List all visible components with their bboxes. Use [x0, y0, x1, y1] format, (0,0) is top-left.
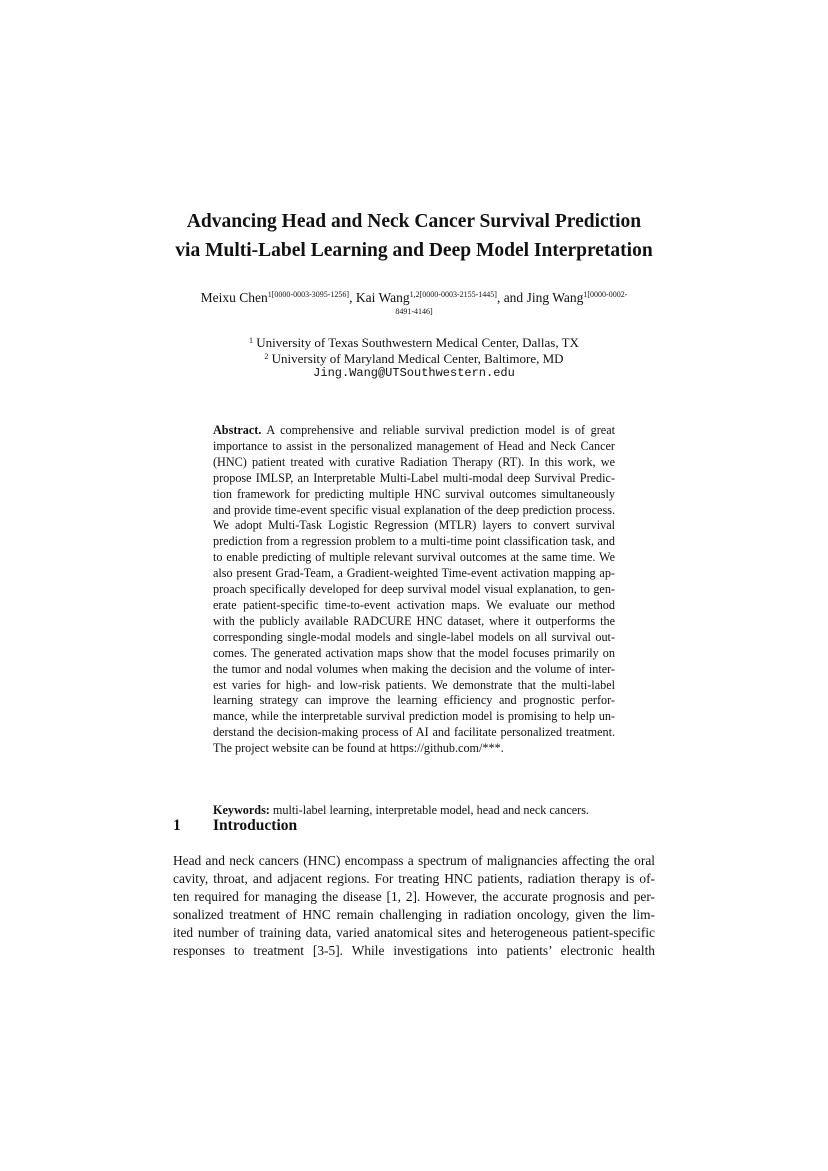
affiliation-mark: 2 [264, 351, 269, 361]
abstract-line: The project website can be found at https://github.com/***. [213, 741, 504, 756]
intro-line: Head and neck cancers (HNC) encompass a spectrum of malignancies affecting the oral [173, 853, 655, 868]
author-orcid: 1[0000-0003-3095-1256] [267, 290, 350, 299]
affiliation-text: University of Maryland Medical Center, Baltimore, MD [268, 350, 564, 366]
abstract-line: (HNC) patient treated with curative Radiation Therapy (RT). In this work, we [213, 454, 615, 469]
introduction-body [173, 852, 655, 961]
abstract-line: also present Grad-Team, a Gradient-weighted Time-event activation mapping ap- [213, 566, 615, 581]
section-heading-introduction [173, 816, 297, 836]
contact-email[interactable]: Jing.Wang@UTSouthwestern.edu [313, 366, 515, 380]
paper-title [120, 207, 708, 265]
intro-line: responses to treatment [3-5]. While investigations into patients’ electronic health [173, 943, 655, 959]
keywords-label: Keywords: [213, 803, 270, 817]
abstract-line: learning strategy can improve the learning efficiency and prognostic perfor- [213, 693, 615, 708]
author-orcid: 1,2[0000-0003-2155-1445] [409, 290, 497, 299]
abstract [213, 423, 615, 757]
affiliation-mark: 1 [249, 336, 254, 345]
section-number: 1 [173, 817, 181, 834]
affiliation-1 [150, 335, 678, 351]
abstract-line: Abstract. A comprehensive and reliable survival prediction model is of great [213, 423, 615, 437]
affiliation-2 [150, 351, 678, 367]
abstract-line: erate patient-specific time-to-event activation maps. We evaluate our method [213, 597, 615, 612]
title-line-1: Advancing Head and Neck Cancer Survival Prediction [186, 211, 642, 232]
intro-line: ited number of training data, varied anatomical sites and heterogeneous patient-specific [173, 925, 655, 941]
affiliations [150, 335, 678, 382]
abstract-line: the tumor and nodal volumes when making the decision and the volume of inter- [213, 661, 615, 676]
keywords-text: multi-label learning, interpretable model, head and neck cancers. [269, 803, 589, 817]
affiliation-text: University of Texas Southwestern Medical Center, Dallas, TX [253, 335, 579, 350]
author-name: Kai Wang [355, 290, 410, 305]
author-list [150, 289, 678, 317]
intro-line: sonalized treatment of HNC remain challenging in radiation oncology, given the lim- [173, 907, 655, 923]
author-name: Meixu Chen [200, 290, 268, 305]
abstract-line: proach specifically developed for deep survival model visual explanation, to gen- [213, 582, 615, 597]
abstract-line: importance to assist in the personalized management of Head and Neck Cancer [213, 438, 615, 453]
title-line-2: via Multi-Label Learning and Deep Model Interpretation [175, 240, 653, 261]
abstract-line: propose IMLSP, an Interpretable Multi-Label multi-modal deep Survival Predic- [213, 470, 615, 485]
abstract-line: to enable predicting of multiple relevant survival outcomes at the same time. We [213, 550, 615, 565]
abstract-line: prediction from a regression problem to a multi-time point classification task, and [213, 534, 615, 549]
author-separator: , and [496, 290, 527, 305]
abstract-line: tion framework for predicting multiple HNC survival outcomes simultaneously [213, 486, 615, 501]
abstract-line: and provide time-event specific visual explanation of the deep prediction process. [213, 502, 615, 517]
author-separator: , [349, 290, 356, 305]
author-name: Jing Wang [526, 290, 584, 305]
abstract-line: mance, while the interpretable survival prediction model is promising to help un- [213, 709, 615, 724]
section-title: Introduction [213, 817, 298, 834]
abstract-line: est varies for high- and low-risk patients. We demonstrate that the multi-label [213, 677, 615, 692]
abstract-line: We adopt Multi-Task Logistic Regression (MTLR) layers to convert survival [213, 518, 615, 533]
author-orcid-continuation: 8491-4146] [395, 307, 433, 316]
abstract-label: Abstract. [213, 423, 262, 437]
abstract-line: derstand the decision-making process of AI and facilitate personalized treatment. [213, 725, 615, 740]
abstract-line: with the publicly available RADCURE HNC dataset, where it outperforms the [213, 613, 615, 628]
abstract-line: corresponding single-modal models and single-label models on all survival out- [213, 629, 615, 644]
abstract-line: comes. The generated activation maps show that the model focuses primarily on [213, 645, 615, 660]
intro-line: cavity, throat, and adjacent regions. For treating HNC patients, radiation therapy is of- [173, 871, 655, 887]
intro-line: ten required for managing the disease [1, 2]. However, the accurate prognosis and per- [173, 889, 655, 905]
author-orcid: 1[0000-0002- [583, 290, 628, 299]
